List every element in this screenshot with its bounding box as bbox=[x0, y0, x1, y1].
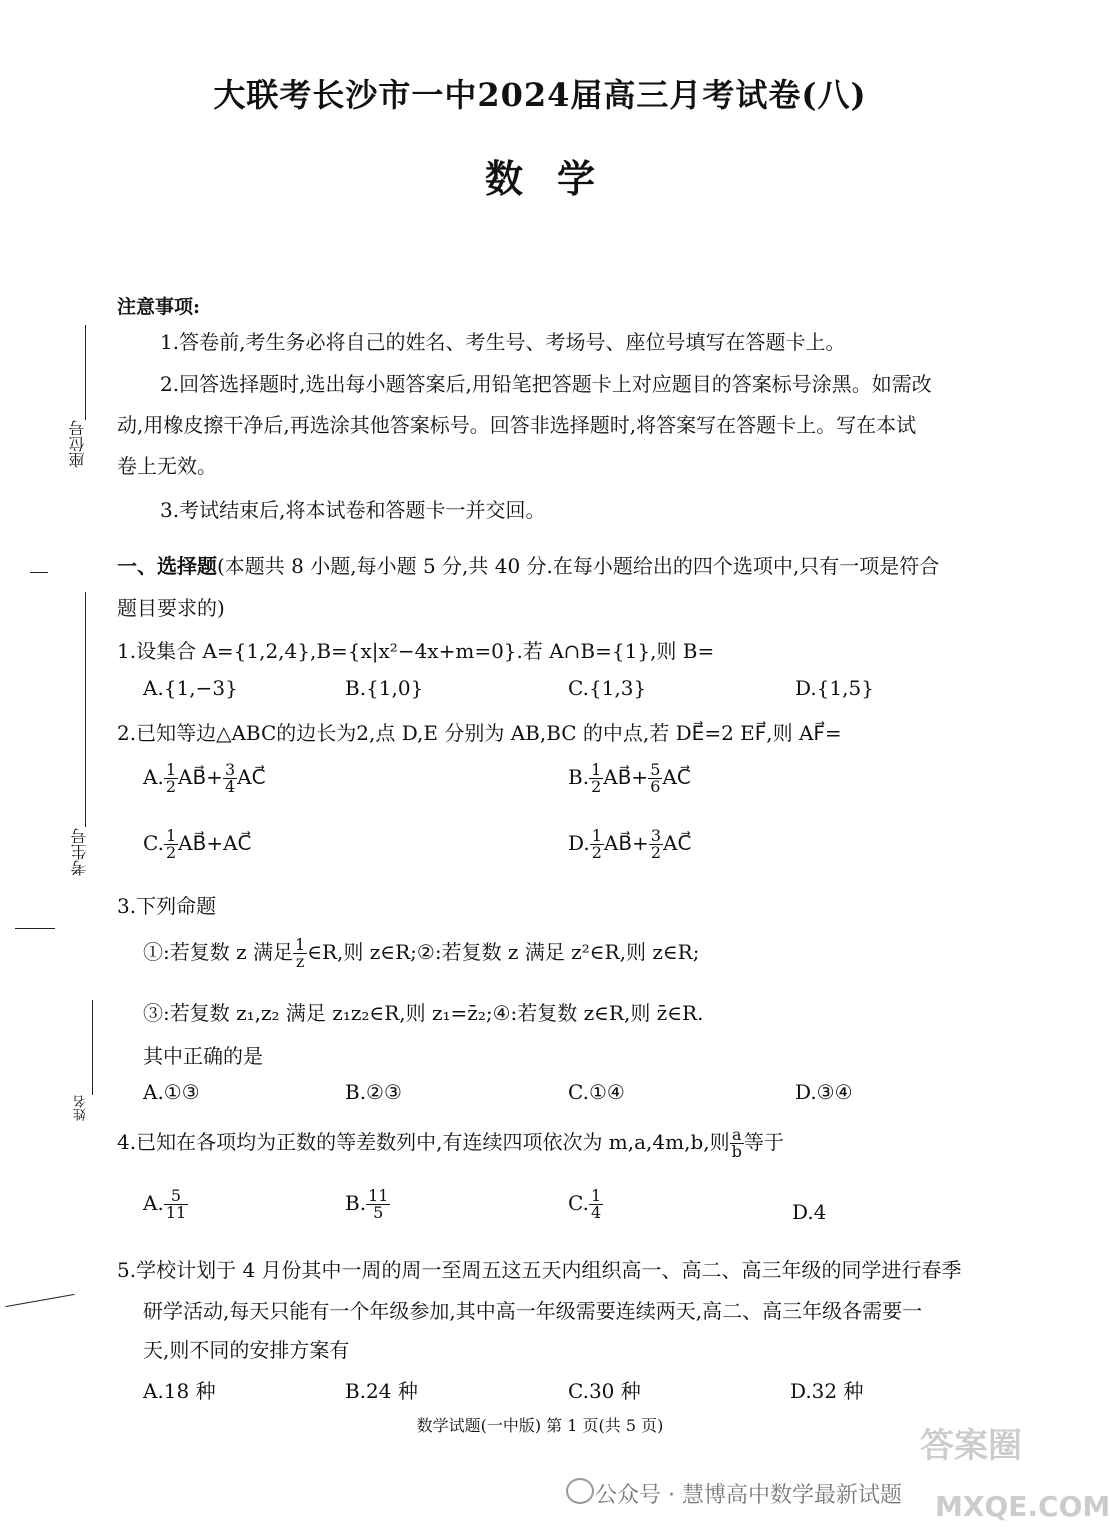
q2-option-d: D. $\frac{1}{2}$ AB⃗+ $\frac{3}{2}$ AC⃗ bbox=[568, 826, 692, 862]
watermark-url: MXQE.COM bbox=[935, 1490, 1110, 1523]
q5-line-2: 研学活动,每天只能有一个年级参加,其中高一年级需要连续两天,高二、高三年级各需要一 bbox=[143, 1299, 923, 1323]
margin-mark bbox=[30, 572, 48, 573]
q1-option-d: D.{1,5} bbox=[795, 676, 874, 700]
q5-option-c: C.30 种 bbox=[568, 1379, 641, 1403]
q2-option-b: B. $\frac{1}{2}$ AB⃗+ $\frac{5}{6}$ AC⃗ bbox=[568, 760, 691, 796]
margin-mark bbox=[5, 1294, 74, 1307]
name-line bbox=[92, 1000, 93, 1095]
watermark-account: 公众号 · 慧博高中数学最新试题 bbox=[595, 1483, 902, 1508]
q4-option-b: B. $\frac{11}{5}$ bbox=[345, 1186, 389, 1222]
q5-option-a: A.18 种 bbox=[143, 1379, 216, 1403]
seat-line bbox=[85, 325, 86, 420]
q2-option-c: C. $\frac{1}{2}$ AB⃗+AC⃗ bbox=[143, 826, 252, 862]
section-desc: (本题共 8 小题,每小题 5 分,共 40 分.在每小题给出的四个选项中,只有一项是符合 bbox=[217, 554, 940, 578]
section-heading bbox=[117, 550, 939, 579]
q3-line-2: ③:若复数 z₁,z₂ 满足 z₁z₂∈R,则 z₁=z̄₂;④:若复数 z∈R,则 z̄∈R. bbox=[143, 1001, 704, 1025]
wechat-icon bbox=[566, 1478, 594, 1504]
q3-line-3: 其中正确的是 bbox=[143, 1044, 263, 1068]
q3-stem: 3.下列命题 bbox=[117, 894, 217, 918]
q3-option-a: A.①③ bbox=[143, 1080, 200, 1104]
q3-option-d: D.③④ bbox=[795, 1080, 853, 1104]
q1-option-a: A.{1,−3} bbox=[143, 676, 238, 700]
section-label: 一、选择题 bbox=[117, 554, 217, 578]
q4-option-d: D.4 bbox=[792, 1200, 827, 1224]
q1-option-b: B.{1,0} bbox=[345, 676, 424, 700]
notice-item: 动,用橡皮擦干净后,再选涂其他答案标号。回答非选择题时,将答案写在答题卡上。写在本试 bbox=[117, 413, 917, 437]
page-footer: 数学试题(一中版) 第 1 页(共 5 页) bbox=[416, 1416, 664, 1435]
q5-line-3: 天,则不同的安排方案有 bbox=[143, 1338, 350, 1362]
q5-option-d: D.32 种 bbox=[790, 1379, 864, 1403]
section-desc-2: 题目要求的) bbox=[117, 596, 225, 620]
q3-option-b: B.②③ bbox=[345, 1080, 402, 1104]
subject-title: 数学 bbox=[484, 156, 629, 201]
notice-heading: 注意事项: bbox=[117, 296, 201, 318]
margin-mark bbox=[15, 928, 55, 929]
q5-option-b: B.24 种 bbox=[345, 1379, 418, 1403]
seat-label: 座位号 bbox=[68, 420, 87, 468]
q5-line-1: 5.学校计划于 4 月份其中一周的周一至周五这五天内组织高一、高二、高三年级的同学进行春季 bbox=[117, 1258, 962, 1282]
q4-option-a: A. $\frac{5}{11}$ bbox=[143, 1186, 187, 1222]
exam-no-label: 考生号 bbox=[70, 828, 89, 876]
q1-option-c: C.{1,3} bbox=[568, 676, 647, 700]
notice-item: 3.考试结束后,将本试卷和答题卡一并交回。 bbox=[160, 498, 546, 522]
q4-stem: 4.已知在各项均为正数的等差数列中,有连续四项依次为 m,a,4m,b,则 $\frac{a}{b}$ 等于 bbox=[117, 1125, 784, 1161]
q4-option-c: C. $\frac{1}{4}$ bbox=[568, 1186, 602, 1222]
q3-option-c: C.①④ bbox=[568, 1080, 625, 1104]
q3-line-1: ①:若复数 z 满足 $\frac{1}{z}$ ∈R,则 z∈R;②:若复数 z 满足 z²∈R,则 z∈R; bbox=[143, 935, 700, 971]
notice-item: 1.答卷前,考生务必将自己的姓名、考生号、考场号、座位号填写在答题卡上。 bbox=[160, 330, 846, 354]
watermark-logo: 答案圈 bbox=[920, 1426, 1022, 1466]
q1-stem: 1.设集合 A={1,2,4},B={x|x²−4x+m=0}.若 A∩B={1},则 B= bbox=[117, 639, 715, 663]
notice-item: 2.回答选择题时,选出每小题答案后,用铅笔把答题卡上对应题目的答案标号涂黑。如需改 bbox=[160, 372, 932, 396]
q2-stem: 2.已知等边△ABC的边长为2,点 D,E 分别为 AB,BC 的中点,若 DE⃗=2 EF⃗,则 AF⃗= bbox=[117, 721, 842, 745]
exam-no-line bbox=[85, 592, 86, 827]
name-label: 姓名 bbox=[74, 1095, 89, 1121]
notice-item: 卷上无效。 bbox=[117, 454, 217, 478]
exam-title: 大联考长沙市一中2024届高三月考试卷(八) bbox=[213, 76, 867, 114]
q2-option-a: A. $\frac{1}{2}$ AB⃗+ $\frac{3}{4}$ AC⃗ bbox=[143, 760, 266, 796]
